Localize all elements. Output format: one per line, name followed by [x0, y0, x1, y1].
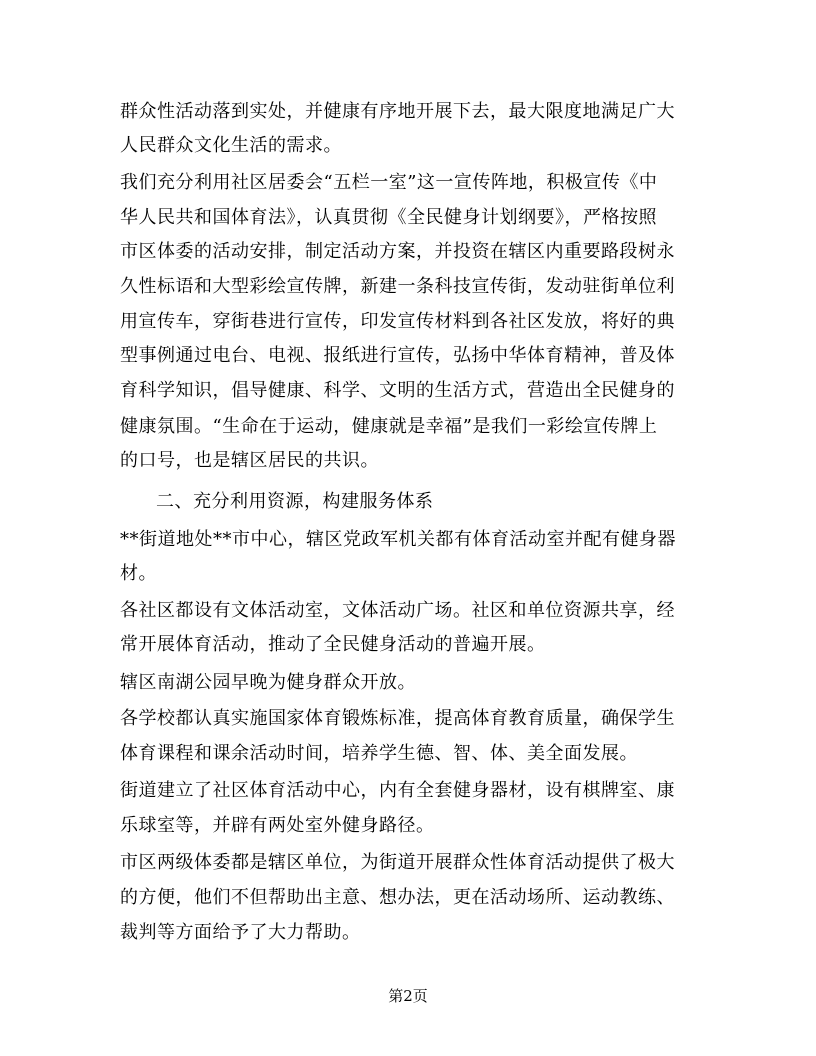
body-text-line: 各社区都设有文体活动室，文体活动广场。社区和单位资源共享，经 — [120, 600, 675, 621]
body-text-line: 的方便，他们不但帮助出主意、想办法，更在活动场所、运动教练、 — [120, 887, 675, 908]
page-number: 第2页 — [388, 987, 428, 1005]
body-text-line: 的口号，也是辖区居民的共识。 — [120, 450, 379, 471]
body-text-line: 裁判等方面给予了大力帮助。 — [120, 922, 361, 943]
body-text-line: 乐球室等，并辟有两处室外健身路径。 — [120, 815, 435, 836]
body-text-line: 体育课程和课余活动时间，培养学生德、智、体、美全面发展。 — [120, 743, 638, 764]
body-text-line: 人民群众文化生活的需求。 — [120, 135, 342, 156]
body-text-line: 群众性活动落到实处，并健康有序地开展下去，最大限度地满足广大 — [120, 101, 675, 122]
body-text-line: **街道地处**市中心，辖区党政军机关都有体育活动室并配有健身器 — [120, 529, 676, 550]
body-text-line: 常开展体育活动，推动了全民健身活动的普遍开展。 — [120, 634, 546, 655]
body-text-line: 华人民共和国体育法》，认真贯彻《全民健身计划纲要》，严格按照 — [120, 207, 657, 228]
body-text-line: 型事例通过电台、电视、报纸进行宣传，弘扬中华体育精神，普及体 — [120, 345, 675, 366]
body-text-line: 各学校都认真实施国家体育锻炼标准，提高体育教育质量，确保学生 — [120, 708, 675, 729]
body-text-line: 市区体委的活动安排，制定活动方案，并投资在辖区内重要路段树永 — [120, 241, 675, 262]
body-text-line: 辖区南湖公园早晚为健身群众开放。 — [120, 672, 416, 693]
body-text-line: 我们充分利用社区居委会“五栏一室”这一宣传阵地，积极宣传《中 — [120, 172, 658, 193]
body-text-line: 街道建立了社区体育活动中心，内有全套健身器材，设有棋牌室、康 — [120, 780, 675, 801]
body-text-line: 健康氛围。“生命在于运动，健康就是幸福”是我们一彩绘宣传牌上 — [120, 416, 658, 437]
body-text-line: 材。 — [120, 563, 157, 584]
body-text-line: 育科学知识，倡导健康、科学、文明的生活方式，营造出全民健身的 — [120, 380, 675, 401]
section-heading: 二、充分利用资源，构建服务体系 — [156, 491, 434, 512]
body-text-line: 用宣传车，穿街巷进行宣传，印发宣传材料到各社区发放，将好的典 — [120, 311, 675, 332]
body-text-line: 市区两级体委都是辖区单位，为街道开展群众性体育活动提供了极大 — [120, 852, 675, 873]
body-text-line: 久性标语和大型彩绘宣传牌，新建一条科技宣传街，发动驻街单位利 — [120, 276, 675, 297]
